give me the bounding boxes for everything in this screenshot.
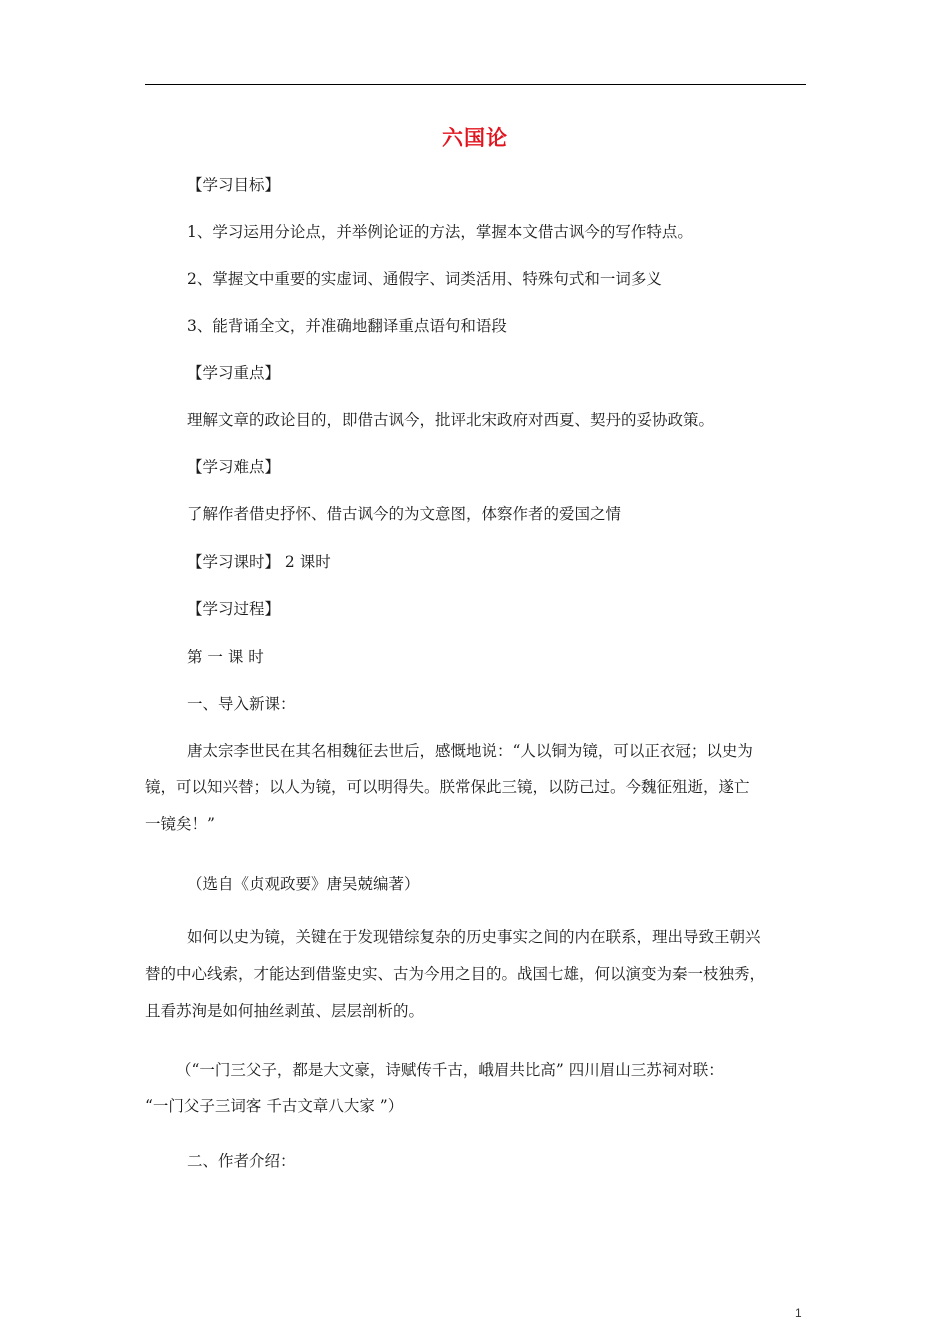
goal-2: 2、掌握文中重要的实虚词、通假字、词类活用、特殊句式和一词多义: [187, 270, 662, 288]
focus-heading: 【学习重点】: [187, 364, 281, 382]
goal-3: 3、能背诵全文，并准确地翻译重点语句和语段: [187, 317, 507, 335]
header-rule: [145, 84, 806, 85]
process-heading: 【学习过程】: [187, 600, 281, 618]
para-line-3: 且看苏洵是如何抽丝剥茧、层层剖析的。: [145, 1002, 425, 1020]
source-note: （选自《贞观政要》唐吴兢编著）: [187, 875, 420, 893]
couplet-line-1: （“一门三父子，都是大文豪，诗赋传千古，峨眉共比高” 四川眉山三苏祠对联：: [176, 1061, 724, 1079]
para-line-2: 替的中心线索，才能达到借鉴史实、古为今用之目的。战国七雄，何以演变为秦一枝独秀，: [145, 965, 766, 983]
lesson-one-heading: 第 一 课 时: [187, 648, 264, 666]
quote-line-3: 一镜矣！”: [145, 815, 215, 833]
difficulty-text: 了解作者借史抒怀、借古讽今的为文意图，体察作者的爱国之情: [187, 505, 622, 523]
intro-heading: 一、导入新课：: [187, 695, 296, 713]
quote-line-2: 镜，可以知兴替；以人为镜，可以明得失。朕常保此三镜，以防己过。今魏征殂逝，遂亡: [145, 778, 750, 796]
para-line-1: 如何以史为镜，关键在于发现错综复杂的历史事实之间的内在联系，理出导致王朝兴: [187, 928, 761, 946]
difficulty-heading: 【学习难点】: [187, 458, 281, 476]
author-heading: 二、作者介绍：: [187, 1152, 296, 1170]
hours-label: 【学习课时】 2 课时: [187, 553, 331, 571]
couplet-line-2: “一门父子三词客 千古文章八大家 ”）: [145, 1097, 404, 1115]
focus-text: 理解文章的政论目的，即借古讽今，批评北宋政府对西夏、契丹的妥协政策。: [187, 411, 715, 429]
page-title: 六国论: [442, 125, 508, 150]
page-number: 1: [795, 1306, 802, 1320]
goal-1: 1、学习运用分论点，并举例论证的方法，掌握本文借古讽今的写作特点。: [187, 223, 693, 241]
goals-heading: 【学习目标】: [187, 176, 281, 194]
quote-line-1: 唐太宗李世民在其名相魏征去世后，感慨地说：“人以铜为镜，可以正衣冠；以史为: [187, 742, 753, 760]
